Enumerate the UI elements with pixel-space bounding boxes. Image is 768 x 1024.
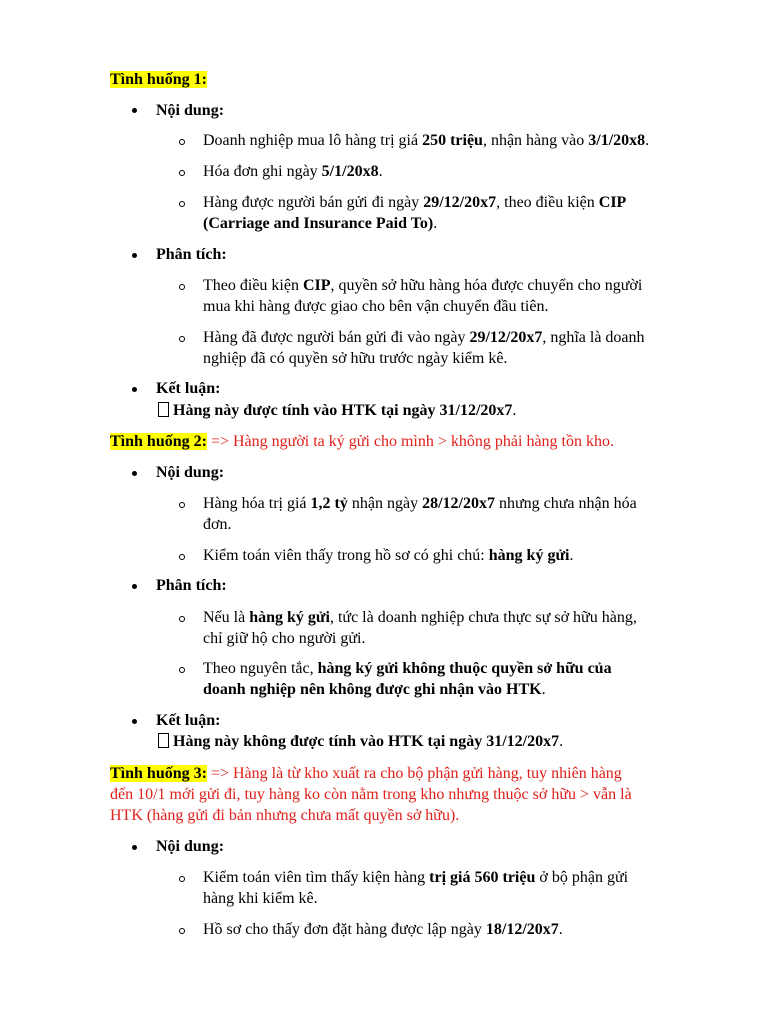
case1-content-item-3-cont: (Carriage and Insurance Paid To). [203,215,438,232]
case1-content-item-1: Doanh nghiệp mua lô hàng trị giá 250 triệu, nhận hàng vào 3/1/20x8. [203,132,650,149]
case1-content-label: Nội dung: [156,102,225,119]
case2-note: => Hàng người ta ký gửi cho mình > không phải hàng tồn kho. [206,433,614,450]
case2-analysis-item-2-cont: doanh nghiệp nên không được ghi nhận vào HTK. [203,681,546,698]
bullet-icon [132,719,137,724]
case3-content-item-1-cont: hàng khi kiểm kê. [203,890,318,907]
case2-conclusion: Hàng này không được tính vào HTK tại ngày 31/12/20x7. [158,731,563,752]
case3-content-item-2: Hồ sơ cho thấy đơn đặt hàng được lập ngày 18/12/20x7. [203,921,563,938]
case1-conclusion-label: Kết luận: [156,380,221,397]
case2-heading [110,431,614,452]
case3-heading [110,763,622,784]
case1-content-item-2: Hóa đơn ghi ngày 5/1/20x8. [203,163,383,180]
case1-analysis-item-2: Hàng đã được người bán gửi đi vào ngày 29/12/20x7, nghĩa là doanh [203,329,645,346]
case3-content-item-1: Kiểm toán viên tìm thấy kiện hàng trị giá 560 triệu ở bộ phận gửi [203,869,629,886]
case1-analysis-label: Phân tích: [156,246,227,263]
case2-analysis-label: Phân tích: [156,577,227,594]
case3-note-line1: => Hàng là từ kho xuất ra cho bộ phận gửi hàng, tuy nhiên hàng [206,765,622,782]
sub-bullet-icon [179,928,185,934]
case2-title: Tình huống 2: [110,433,207,450]
case2-content-item-2: Kiểm toán viên thấy trong hồ sơ có ghi chú: hàng ký gửi. [203,547,574,564]
case1-conclusion: Hàng này được tính vào HTK tại ngày 31/12/20x7. [158,400,516,421]
sub-bullet-icon [179,170,185,176]
sub-bullet-icon [179,502,185,508]
case2-analysis-item-2: Theo nguyên tắc, hàng ký gửi không thuộc quyền sở hữu của [203,660,612,677]
case3-content-label: Nội dung: [156,838,225,855]
case1-analysis-item-2-cont: nghiệp đã có quyền sở hữu trước ngày kiểm kê. [203,350,508,367]
sub-bullet-icon [179,139,185,145]
case1-heading [110,69,207,90]
sub-bullet-icon [179,667,185,673]
case2-conclusion-label: Kết luận: [156,712,221,729]
case2-analysis-item-1: Nếu là hàng ký gửi, tức là doanh nghiệp chưa thực sự sở hữu hàng, [203,609,637,626]
bullet-icon [132,108,137,113]
case3-note-line2: đến 10/1 mới gửi đi, tuy hàng ko còn nằm trong kho nhưng thuộc sở hữu > vẫn là [110,786,632,803]
sub-bullet-icon [179,201,185,207]
sub-bullet-icon [179,284,185,290]
case1-content-item-3: Hàng được người bán gửi đi ngày 29/12/20x7, theo điều kiện CIP [203,194,627,211]
case1-analysis-item-1: Theo điều kiện CIP, quyền sở hữu hàng hóa được chuyển cho người [203,277,643,294]
case1-analysis-item-1-cont: mua khi hàng được giao cho bên vận chuyển đầu tiên. [203,298,549,315]
bullet-icon [132,584,137,589]
sub-bullet-icon [179,616,185,622]
case3-note-line3: HTK (hàng gửi đi bản nhưng chưa mất quyền sở hữu). [110,807,460,824]
bullet-icon [132,253,137,258]
bullet-icon [132,471,137,476]
sub-bullet-icon [179,336,185,342]
case2-content-label: Nội dung: [156,464,225,481]
sub-bullet-icon [179,554,185,560]
bullet-icon [132,845,137,850]
case2-content-item-1-cont: đơn. [203,516,232,533]
case2-content-item-1: Hàng hóa trị giá 1,2 tỷ nhận ngày 28/12/20x7 nhưng chưa nhận hóa [203,495,637,512]
case3-title: Tình huống 3: [110,765,207,782]
sub-bullet-icon [179,876,185,882]
case1-title: Tình huống 1: [110,71,207,88]
bullet-icon [132,387,137,392]
arrow-icon [158,733,169,748]
case2-analysis-item-1-cont: chỉ giữ hộ cho người gửi. [203,630,366,647]
arrow-icon [158,402,169,417]
